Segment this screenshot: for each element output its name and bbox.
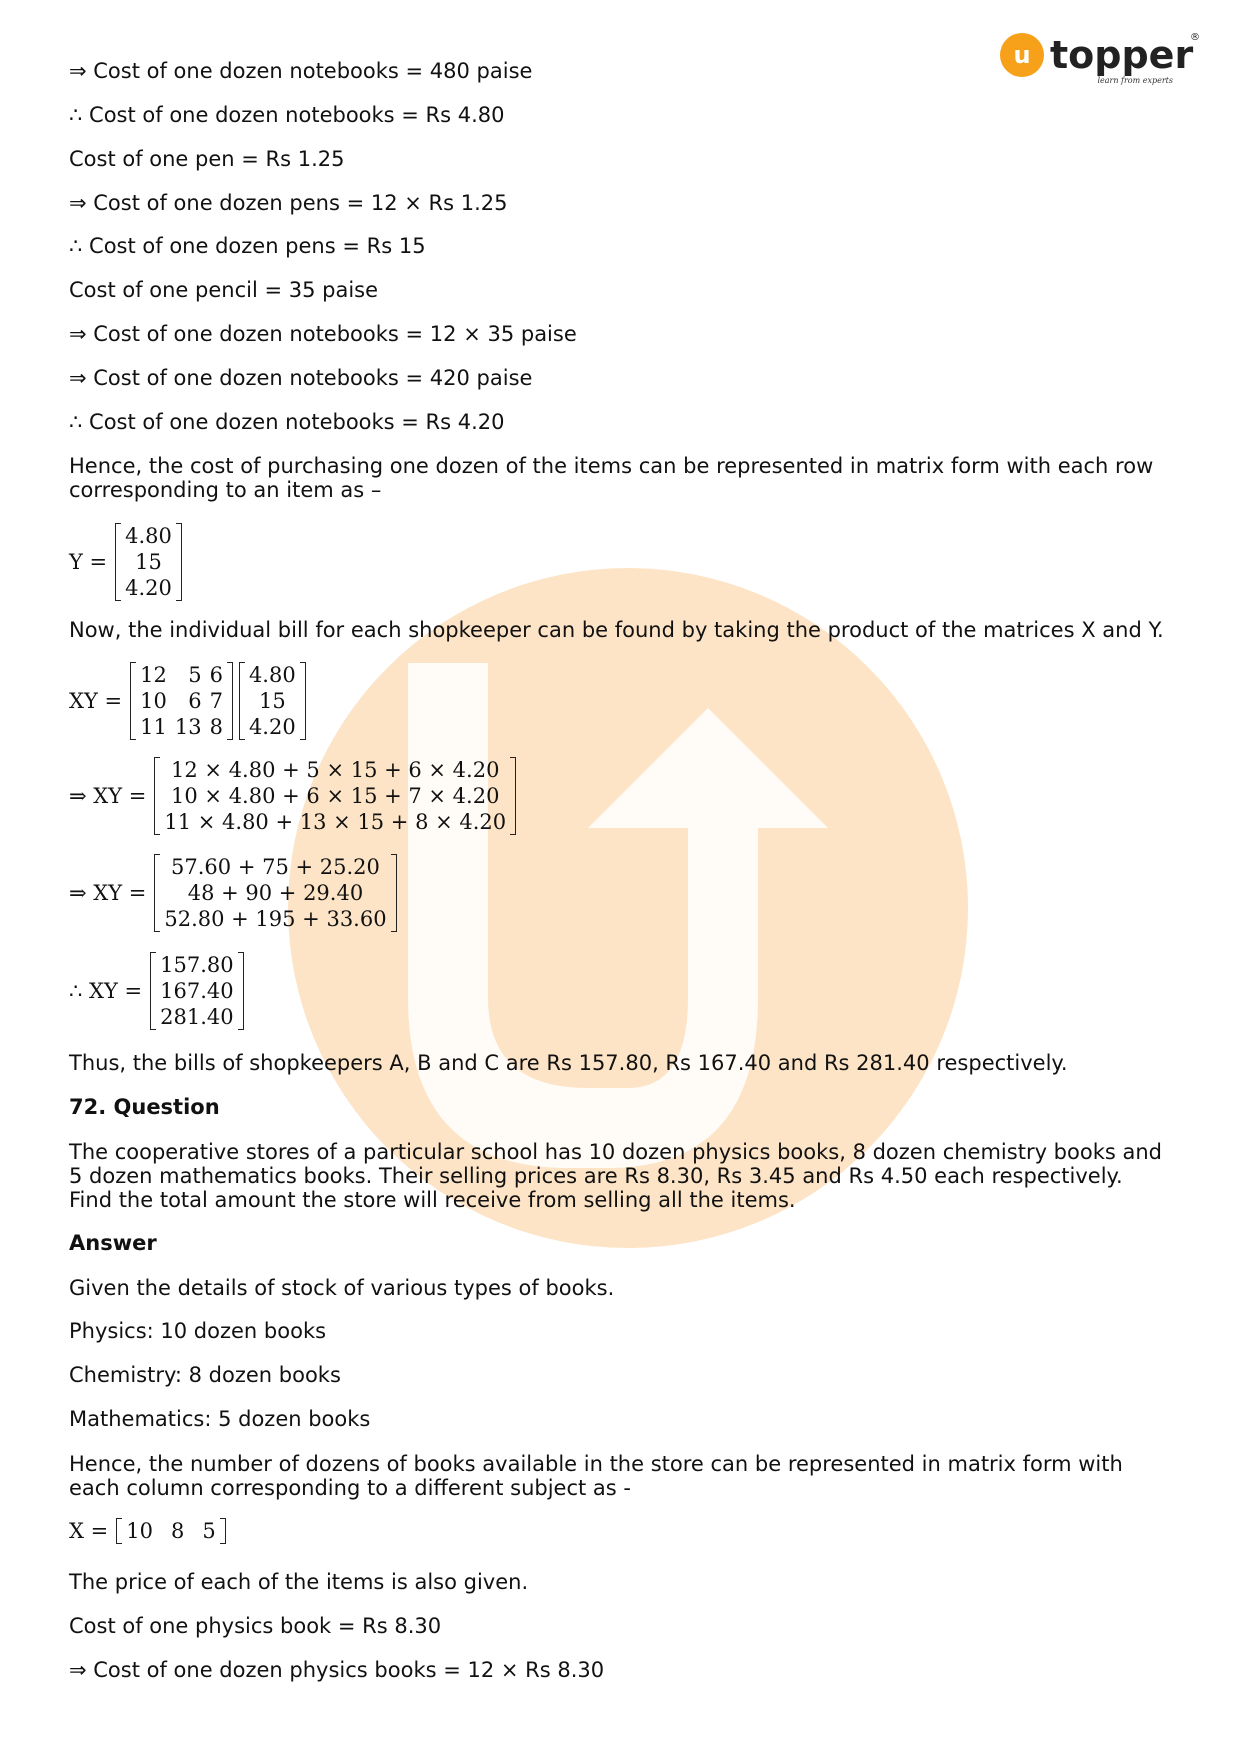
matrix-cell: 5: [188, 663, 202, 687]
text-line: ⇒ Cost of one dozen pens = 12 × Rs 1.25: [69, 191, 508, 215]
equation-xy-result: [69, 952, 244, 1030]
svg-text:u: u: [1013, 41, 1031, 69]
equation-label: X =: [69, 1519, 109, 1543]
matrix-y: [115, 523, 182, 601]
matrix-cell: 11 × 4.80 + 13 × 15 + 8 × 4.20: [164, 810, 507, 834]
matrix-cell: 8: [170, 1519, 185, 1543]
matrix-cell: 281.40: [160, 1005, 234, 1029]
matrix-cell: 4.20: [125, 576, 172, 600]
text-line: Physics: 10 dozen books: [69, 1319, 327, 1343]
matrix-cell: 10: [140, 689, 167, 713]
matrix-cell: 12: [140, 663, 167, 687]
equation-xy-product: [69, 662, 306, 740]
matrix-cell: 52.80 + 195 + 33.60: [164, 907, 387, 931]
equation-xy-expanded: [69, 757, 516, 835]
equation-x: [69, 1518, 226, 1544]
matrix-x-row: [116, 1518, 225, 1544]
matrix-cell: 7: [209, 689, 223, 713]
topper-logo-icon: [1000, 28, 1200, 90]
text-line: Cost of one pen = Rs 1.25: [69, 147, 345, 171]
matrix-cell: 167.40: [160, 979, 234, 1003]
matrix-cell: 13: [174, 715, 202, 739]
matrix-x: [130, 662, 233, 740]
equation-xy-sums: [69, 854, 397, 932]
matrix-cell: 10 × 4.80 + 6 × 15 + 7 × 4.20: [171, 784, 500, 808]
matrix-column: [154, 757, 516, 835]
matrix-cell: 4.80: [125, 524, 172, 548]
text-line: Chemistry: 8 dozen books: [69, 1363, 341, 1387]
matrix-cell: 5: [202, 1519, 216, 1543]
text-line: ⇒ Cost of one dozen physics books = 12 × Rs 8.30: [69, 1658, 605, 1682]
matrix-cell: 6: [188, 689, 202, 713]
matrix-y: [239, 662, 306, 740]
equation-label: Y =: [69, 550, 108, 574]
paragraph-matrix-form: Hence, the cost of purchasing one dozen of the items can be represented in matrix form with each row corresponding to an item as –: [69, 454, 1154, 502]
matrix-cell: 15: [135, 550, 162, 574]
paragraph-column: Hence, the number of dozens of books available in the store can be represented in matrix form with each column corresponding to a different subject as -: [69, 1452, 1123, 1500]
matrix-cell: 10: [126, 1519, 153, 1543]
matrix-cell: 4.80: [248, 663, 296, 687]
matrix-cell: 12 × 4.80 + 5 × 15 + 6 × 4.20: [171, 758, 500, 782]
paragraph-product: Now, the individual bill for each shopkeeper can be found by taking the product of the matrices X and Y.: [69, 618, 1164, 642]
matrix-cell: 6: [209, 663, 223, 687]
text-line: ∴ Cost of one dozen notebooks = Rs 4.20: [69, 410, 505, 434]
matrix-column: [150, 952, 243, 1030]
text-line: Cost of one pencil = 35 paise: [69, 278, 379, 302]
svg-text:learn from experts: learn from experts: [1097, 76, 1173, 85]
equation-label: ⇒ XY =: [69, 784, 147, 808]
text-line: ⇒ Cost of one dozen notebooks = 12 × 35 paise: [69, 322, 577, 346]
svg-text:topper: topper: [1050, 33, 1194, 77]
equation-label: ∴ XY =: [69, 979, 143, 1003]
matrix-cell: 48 + 90 + 29.40: [187, 881, 364, 905]
text-line: ∴ Cost of one dozen notebooks = Rs 4.80: [69, 103, 505, 127]
text-line: Mathematics: 5 dozen books: [69, 1407, 371, 1431]
question-text: The cooperative stores of a particular school has 10 dozen physics books, 8 dozen chemistry books and 5 dozen mathematics books. Their selling prices are Rs 8.30, Rs 3.45 and Rs 4.50 each respectively. Find the total amount the store will receive from selling all the items.: [69, 1140, 1162, 1212]
matrix-cell: 11: [140, 715, 167, 739]
matrix-cell: 15: [258, 689, 286, 713]
text-line: The price of each of the items is also given.: [69, 1570, 529, 1594]
conclusion-text: Thus, the bills of shopkeepers A, B and C are Rs 157.80, Rs 167.40 and Rs 281.40 respectively.: [69, 1051, 1068, 1075]
text-line: Cost of one physics book = Rs 8.30: [69, 1614, 442, 1638]
equation-label: XY =: [69, 689, 123, 713]
brand-logo[interactable]: [1000, 28, 1200, 90]
matrix-cell: 57.60 + 75 + 25.20: [171, 855, 380, 879]
text-line: ⇒ Cost of one dozen notebooks = 480 paise: [69, 59, 533, 83]
equation-y: [69, 523, 182, 601]
matrix-cell: 157.80: [160, 953, 234, 977]
text-line: Given the details of stock of various types of books.: [69, 1276, 615, 1300]
equation-label: ⇒ XY =: [69, 881, 147, 905]
question-heading: 72. Question: [69, 1095, 220, 1119]
matrix-cell: 4.20: [248, 715, 296, 739]
matrix-column: [154, 854, 396, 932]
text-line: ⇒ Cost of one dozen notebooks = 420 paise: [69, 366, 533, 390]
matrix-cell: 8: [209, 715, 223, 739]
text-line: ∴ Cost of one dozen pens = Rs 15: [69, 234, 426, 258]
svg-text:®: ®: [1190, 32, 1200, 43]
answer-heading: Answer: [69, 1231, 157, 1255]
